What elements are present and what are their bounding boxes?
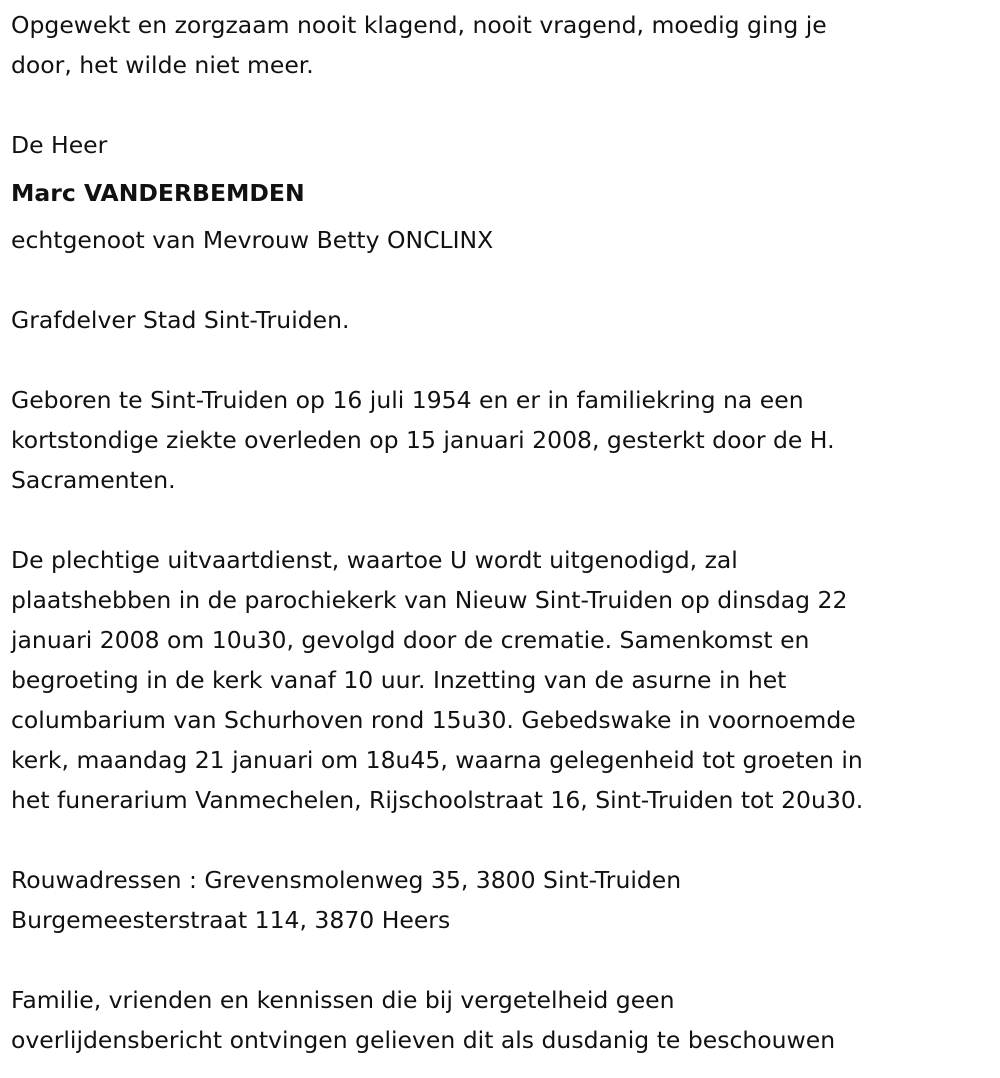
- occupation-line: Grafdelver Stad Sint-Truiden.: [11, 306, 350, 334]
- text-line: door, het wilde niet meer.: [11, 51, 314, 79]
- deceased-name: Marc VANDERBEMDEN: [11, 179, 305, 207]
- text-line: Geboren te Sint-Truiden op 16 juli 1954 en er in familiekring na een: [11, 386, 804, 414]
- text-line: kortstondige ziekte overleden op 15 januari 2008, gesterkt door de H.: [11, 426, 835, 454]
- text-line: kerk, maandag 21 januari om 18u45, waarna gelegenheid tot groeten in: [11, 746, 863, 774]
- text-line: het funerarium Vanmechelen, Rijschoolstraat 16, Sint-Truiden tot 20u30.: [11, 786, 864, 814]
- text-line: Familie, vrienden en kennissen die bij vergetelheid geen: [11, 986, 675, 1014]
- funeral-paragraph: [11, 540, 1000, 820]
- text-line: Burgemeesterstraat 114, 3870 Heers: [11, 906, 451, 934]
- text-line: Rouwadressen : Grevensmolenweg 35, 3800 Sint-Truiden: [11, 866, 682, 894]
- addresses-paragraph: [11, 860, 1000, 940]
- closing-paragraph: [11, 980, 1000, 1060]
- text-line: columbarium van Schurhoven rond 15u30. Gebedswake in voornoemde: [11, 706, 856, 734]
- text-line: overlijdensbericht ontvingen gelieven dit als dusdanig te beschouwen: [11, 1026, 836, 1054]
- text-line: plaatshebben in de parochiekerk van Nieuw Sint-Truiden op dinsdag 22: [11, 586, 848, 614]
- text-line: januari 2008 om 10u30, gevolgd door de crematie. Samenkomst en: [11, 626, 810, 654]
- intro-paragraph: [11, 5, 1000, 85]
- birth-death-paragraph: [11, 380, 1000, 500]
- text-line: begroeting in de kerk vanaf 10 uur. Inzetting van de asurne in het: [11, 666, 787, 694]
- text-line: De plechtige uitvaartdienst, waartoe U wordt uitgenodigd, zal: [11, 546, 738, 574]
- text-line: Sacramenten.: [11, 466, 176, 494]
- text-line: Opgewekt en zorgzaam nooit klagend, nooit vragend, moedig ging je: [11, 11, 827, 39]
- spouse-line: echtgenoot van Mevrouw Betty ONCLINX: [11, 226, 494, 254]
- honorific: De Heer: [11, 131, 108, 159]
